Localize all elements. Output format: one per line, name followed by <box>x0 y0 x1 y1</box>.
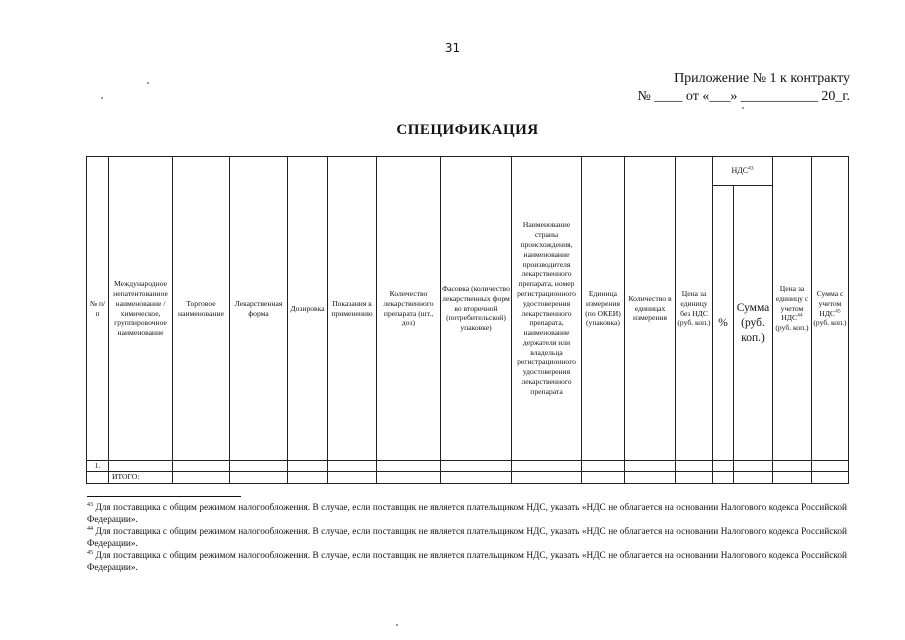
scan-speck <box>101 97 103 99</box>
scan-speck <box>742 107 744 109</box>
footnote-44 <box>87 526 847 550</box>
header-unit: Единица измерения (по ОКЕИ) (упаковка) <box>582 157 625 461</box>
specification-table <box>86 156 849 484</box>
header-vat-percent: % <box>713 186 734 461</box>
total-row <box>87 471 849 483</box>
footnote-text: Для поставщика с общим режимом налогообложения. В случае, если поставщик не является плательщиком НДС, указать «НДС не облагается на основании Налогового кодекса Российской Федерации». <box>87 551 847 573</box>
total-label: ИТОГО: <box>109 471 173 483</box>
contract-number-line: № ____ от «___» ___________ 20_г. <box>637 89 850 104</box>
header-indications: Показания к применению <box>328 157 377 461</box>
footnote-text: Для поставщика с общим режимом налогообложения. В случае, если поставщик не является плательщиком НДС, указать «НДС не облагается на основании Налогового кодекса Российской Федерации». <box>87 503 847 525</box>
footnote-43 <box>87 502 847 526</box>
footnote-number: 43 <box>87 501 93 508</box>
header-trade-name: Торговое наименование <box>173 157 230 461</box>
header-dosage: Дозировка <box>288 157 328 461</box>
price-with-vat-label: Цена за единицу с учетом НДС <box>775 284 809 323</box>
footnote-number: 44 <box>87 525 93 532</box>
header-country-manufacturer: Наименование страны происхождения, наименование производителя лекарственного препарата, номер регистрационного удостоверения лекарственного препарата, наименование держателя или владельца регистрационного удостоверения лекарственного препарата <box>512 157 582 461</box>
header-number: № п/п <box>87 157 109 461</box>
footnote-text: Для поставщика с общим режимом налогообложения. В случае, если поставщик не является плательщиком НДС, указать «НДС не облагается на основании Налогового кодекса Российской Федерации». <box>87 527 847 549</box>
sum-with-vat-label: Сумма с учетом НДС <box>816 288 844 318</box>
header-vat-group <box>713 157 773 186</box>
header-price-with-vat <box>773 157 812 461</box>
price-with-vat-unit: (руб. коп.) <box>775 323 809 333</box>
header-price-without-vat: Цена за единицу без НДС (руб. коп.) <box>676 157 713 461</box>
footnotes <box>87 502 847 574</box>
header-vat-sum: Сумма (руб. коп.) <box>734 186 773 461</box>
row-number: 1. <box>87 461 109 472</box>
footnote-45 <box>87 550 847 574</box>
footnote-separator <box>87 496 241 497</box>
appendix-heading: Приложение № 1 к контракту <box>674 71 850 86</box>
footnote-ref-44: 44 <box>797 312 803 319</box>
document-title: СПЕЦИФИКАЦИЯ <box>396 122 539 138</box>
sum-with-vat-unit: (руб. коп.) <box>813 318 847 328</box>
page-number: 31 <box>444 41 461 55</box>
header-packing: Фасовка (количество лекарственных форм во вторичной (потребительской) упаковке) <box>441 157 512 461</box>
vat-group-label: НДС <box>731 166 749 176</box>
table-row <box>87 461 849 472</box>
footnote-number: 45 <box>87 549 93 556</box>
header-sum-with-vat <box>812 157 849 461</box>
scan-speck <box>396 624 398 626</box>
header-inn: Международное непатентованное наименование / химическое, группировочное наименование <box>109 157 173 461</box>
header-dosage-form: Лекарственная форма <box>230 157 288 461</box>
header-count: Количество в единицах измерения <box>625 157 676 461</box>
scan-speck <box>147 82 149 84</box>
footnote-ref-45: 45 <box>835 307 841 314</box>
header-quantity: Количество лекарственного препарата (шт., доз) <box>377 157 441 461</box>
footnote-ref-43: 43 <box>748 165 754 172</box>
